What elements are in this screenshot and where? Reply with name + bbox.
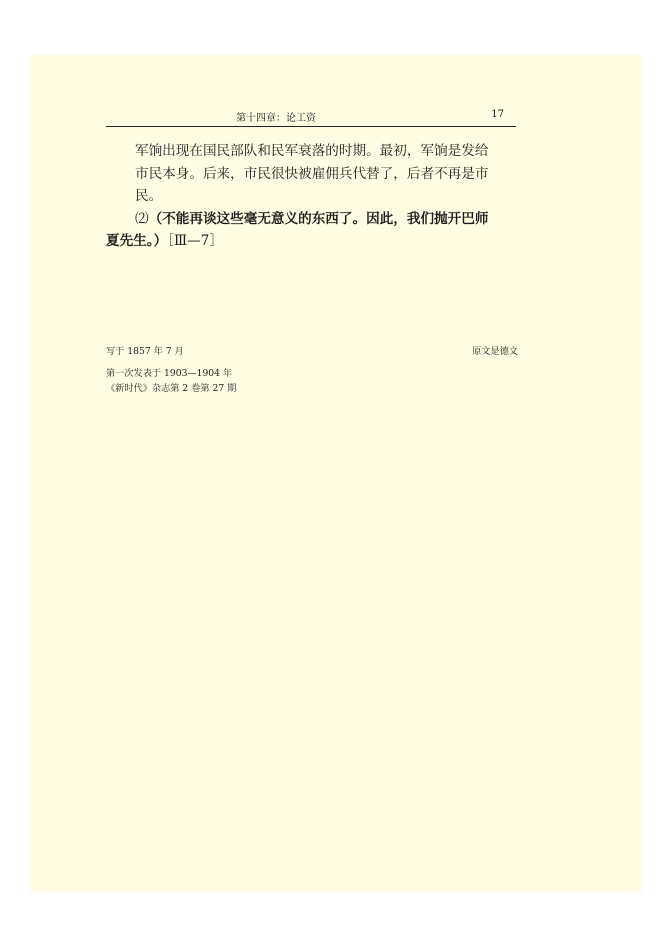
paragraph-line: 市民本身。后来，市民很快被雇佣兵代替了，后者不再是市 bbox=[135, 165, 489, 182]
paragraph-line: 军饷出现在国民部队和民军衰落的时期。最初，军饷是发给 bbox=[135, 143, 489, 159]
original-language: 原文是德文 bbox=[472, 346, 518, 357]
note-bold-text: 夏先生。） bbox=[106, 233, 168, 250]
chapter-title: 第十四章：论工资 bbox=[236, 113, 316, 124]
note-bold-text: （不能再谈这些毫无意义的东西了。因此，我们抛开巴师 bbox=[148, 210, 489, 227]
body-text bbox=[106, 140, 518, 253]
running-head bbox=[106, 105, 516, 125]
paragraph-line: 民。 bbox=[135, 188, 163, 205]
journal-reference: 《新时代》杂志第 2 卷第 27 期 bbox=[106, 383, 237, 394]
written-date: 写于 1857 年 7 月 bbox=[106, 346, 184, 357]
note-reference: ［Ⅲ—7］ bbox=[167, 233, 223, 250]
page-number: 17 bbox=[491, 109, 504, 120]
first-published: 第一次发表于 1903—1904 年 bbox=[106, 368, 233, 379]
note-line bbox=[106, 208, 518, 231]
header-rule bbox=[106, 126, 516, 127]
note-number: ⑵ bbox=[135, 210, 149, 227]
note-line bbox=[106, 230, 518, 253]
